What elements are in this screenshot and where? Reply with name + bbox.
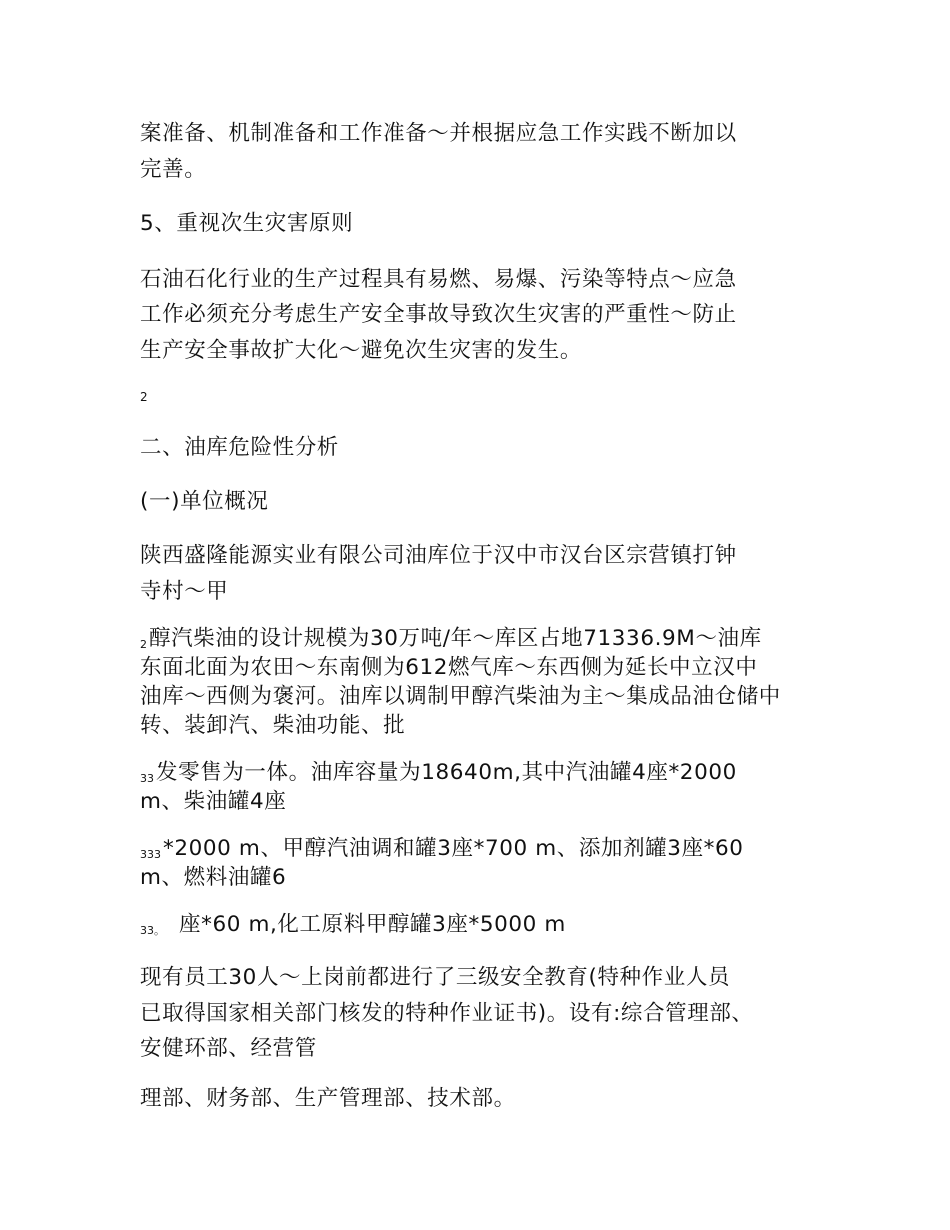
footnote-mark: 2 (140, 638, 147, 651)
paragraph-line: 石油石化行业的生产过程具有易燃、易爆、污染等特点～应急 (140, 267, 737, 292)
page-number: 2 (140, 390, 148, 404)
paragraph-line: 陕西盛隆能源实业有限公司油库位于汉中市汉台区宗营镇打钟 (140, 543, 737, 568)
paragraph-text: *2000 m、甲醇汽油调和罐3座*700 m、添加剂罐3座*60 (163, 836, 744, 861)
footnote-mark: 333 (140, 848, 161, 861)
paragraph-line: 现有员工30人～上岗前都进行了三级安全教育(特种作业人员 (140, 965, 731, 990)
paragraph-line (140, 910, 566, 946)
paragraph-text: 发零售为一体。油库容量为18640m,其中汽油罐4座*2000 (156, 760, 737, 785)
paragraph-line: 工作必须充分考虑生产安全事故导致次生灾害的严重性～防止 (140, 302, 737, 327)
paragraph-line: 案准备、机制准备和工作准备～并根据应急工作实践不断加以 (140, 121, 737, 146)
paragraph-line: 完善。 (140, 157, 207, 182)
paragraph-text: 座*60 m,化工原料甲醇罐3座*5000 m (179, 912, 566, 937)
footnote-mark: 33 (140, 772, 154, 785)
paragraph-line: 安健环部、经营管 (140, 1036, 317, 1061)
footnote-mark: 33。 (140, 924, 165, 937)
paragraph-line: 理部、财务部、生产管理部、技术部。 (140, 1086, 516, 1111)
paragraph-line: 生产安全事故扩大化～避免次生灾害的发生。 (140, 338, 583, 363)
paragraph-line: 转、装卸汽、柴油功能、批 (140, 713, 406, 738)
paragraph-line: 寺村～甲 (140, 579, 229, 604)
paragraph-line: m、燃料油罐6 (140, 865, 287, 890)
principle-heading: 5、重视次生灾害原则 (140, 211, 354, 236)
paragraph-text: 醇汽柴油的设计规模为30万吨/年～库区占地71336.9M～油库 (149, 626, 762, 651)
subsection-heading: (一)单位概况 (140, 489, 269, 514)
section-heading: 二、油库危险性分析 (140, 435, 339, 460)
paragraph-line: m、柴油罐4座 (140, 789, 287, 814)
paragraph-line: 油库～西侧为褒河。油库以调制甲醇汽柴油为主～集成品油仓储中 (140, 684, 781, 709)
paragraph-line: 已取得国家相关部门核发的特种作业证书)。设有:综合管理部、 (140, 1001, 754, 1026)
paragraph-line: 东面北面为农田～东南侧为612燃气库～东西侧为延长中立汉中 (140, 655, 758, 680)
